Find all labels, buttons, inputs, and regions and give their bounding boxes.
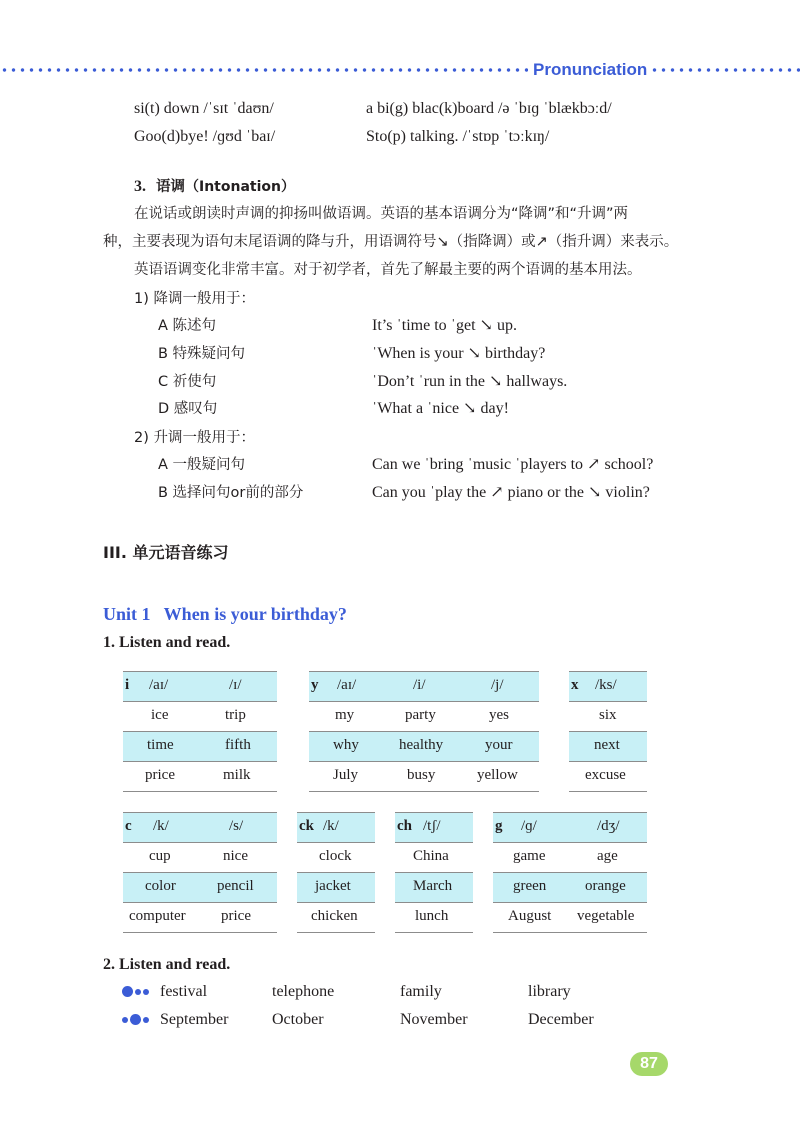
word: March (413, 878, 453, 894)
word: computer (129, 908, 186, 924)
table-row (297, 903, 375, 933)
rising-item-cn: A 一般疑问句 (158, 457, 246, 473)
word-library: library (528, 983, 571, 1000)
table-row (297, 873, 375, 903)
word: clock (319, 848, 352, 864)
word-october: October (272, 1011, 324, 1028)
table-row (309, 762, 539, 792)
word: time (147, 737, 174, 753)
word: price (145, 767, 175, 783)
word: why (333, 737, 359, 753)
word: trip (225, 707, 246, 723)
word: orange (585, 878, 626, 894)
letter: g (495, 818, 503, 834)
section-title: III. 单元语音练习 (103, 543, 229, 562)
phoneme: /dʒ/ (597, 818, 620, 834)
word: July (333, 767, 359, 783)
table-row (123, 702, 277, 732)
table-header-row (493, 813, 647, 843)
word: next (594, 737, 620, 753)
phoneme: /j/ (491, 677, 504, 693)
word: six (599, 707, 617, 723)
table-row (395, 903, 473, 933)
letter: c (125, 818, 132, 834)
word: yes (489, 707, 509, 723)
table-header-row (569, 672, 647, 702)
intonation-heading-cn: 语调 (156, 179, 185, 195)
word: nice (223, 848, 248, 864)
word: fifth (225, 737, 251, 753)
header-dots-left (0, 66, 528, 74)
liaison-b2: Sto(p) talking. /ˈstɒp ˈtɔːkɪŋ/ (366, 128, 550, 145)
rising-item-en: Can we ˈbring ˈmusic ˈplayers to ↗ school? (372, 456, 654, 473)
liaison-a2: a bi(g) blac(k)board /ə ˈbɪɡ ˈblækbɔːd/ (366, 100, 612, 117)
word: lunch (415, 908, 449, 924)
phoneme: /aɪ/ (337, 677, 357, 693)
word: chicken (311, 908, 358, 924)
word: pencil (217, 878, 254, 894)
unstressed-dot-icon (143, 1017, 149, 1023)
table-row (309, 702, 539, 732)
word: excuse (585, 767, 626, 783)
unstressed-dot-icon (135, 989, 141, 995)
phonics-table-c (123, 812, 277, 933)
phoneme: /i/ (413, 677, 426, 693)
table-row (123, 762, 277, 792)
phoneme: /aɪ/ (149, 677, 169, 693)
word: August (508, 908, 552, 924)
table-row (123, 732, 277, 762)
exercise-2-title: 2. Listen and read. (103, 956, 231, 973)
rising-item-cn: B 选择问句or前的部分 (158, 485, 304, 501)
table-header-row (123, 813, 277, 843)
page-number: 87 (630, 1052, 668, 1076)
word: jacket (315, 878, 351, 894)
phoneme: /ɡ/ (521, 818, 537, 834)
word: price (221, 908, 251, 924)
table-header-row (123, 672, 277, 702)
table-header-row (395, 813, 473, 843)
table-row (569, 702, 647, 732)
falling-item-cn: A 陈述句 (158, 318, 217, 334)
word: vegetable (577, 908, 635, 924)
phonics-table-i (123, 671, 277, 792)
intonation-para1-line2: 种，主要表现为语句末尾语调的降与升，用语调符号↘（指降调）或↗（指升调）来表示。 (103, 234, 679, 250)
stress-pattern-icon (122, 986, 149, 997)
word: busy (407, 767, 436, 783)
word: milk (223, 767, 251, 783)
table-row (123, 873, 277, 903)
header-dots-right (650, 66, 800, 74)
stress-dot-icon (130, 1014, 141, 1025)
letter: x (571, 677, 579, 693)
phoneme: /ks/ (595, 677, 617, 693)
liaison-a1: si(t) down /ˈsɪt ˈdaʊn/ (134, 100, 274, 117)
table-row (569, 732, 647, 762)
table-row (123, 843, 277, 873)
word-november: November (400, 1011, 468, 1028)
intonation-para1-line1: 在说话或朗读时声调的抑扬叫做语调。英语的基本语调分为“降调”和“升调”两 (134, 206, 629, 222)
table-row (395, 873, 473, 903)
falling-item-en: ˈWhen is your ↘ birthday? (372, 345, 546, 362)
falling-item-cn: C 祈使句 (158, 374, 217, 390)
unstressed-dot-icon (143, 989, 149, 995)
falling-item-en: ˈWhat a ˈnice ↘ day! (372, 400, 509, 417)
falling-item-en: It’s ˈtime to ˈget ↘ up. (372, 317, 517, 334)
word: green (513, 878, 547, 894)
phoneme: /ɪ/ (229, 677, 242, 693)
stress-pattern-icon (122, 1014, 149, 1025)
word: game (513, 848, 546, 864)
word: ice (151, 707, 169, 723)
word: party (405, 707, 436, 723)
phonics-table-ch (395, 812, 473, 933)
phoneme: /s/ (229, 818, 244, 834)
word-family: family (400, 983, 442, 1000)
phonics-table-g (493, 812, 647, 933)
phoneme: /k/ (153, 818, 169, 834)
letter: i (125, 677, 130, 693)
unit-title: Unit 1 When is your birthday? (103, 604, 347, 624)
falling-label: 1) 降调一般用于： (134, 291, 255, 307)
table-header-row (297, 813, 375, 843)
rising-item-en: Can you ˈplay the ↗ piano or the ↘ violin? (372, 484, 650, 501)
table-row (493, 873, 647, 903)
word: my (335, 707, 355, 723)
falling-item-en: ˈDon’t ˈrun in the ↘ hallways. (372, 373, 568, 390)
phonics-table-ck (297, 812, 375, 933)
table-row (309, 732, 539, 762)
phonics-table-y (309, 671, 539, 792)
falling-item-cn: D 感叹句 (158, 401, 218, 417)
table-header-row (309, 672, 539, 702)
rising-label: 2) 升调一般用于： (134, 430, 255, 446)
table-row (395, 843, 473, 873)
letter: ck (299, 818, 314, 834)
intonation-heading (134, 177, 295, 197)
word-september: September (160, 1011, 229, 1028)
word-telephone: telephone (272, 983, 335, 1000)
word: your (485, 737, 513, 753)
word: yellow (477, 767, 518, 783)
word-december: December (528, 1011, 594, 1028)
word-festival: festival (160, 983, 208, 1000)
letter: ch (397, 818, 412, 834)
table-row (493, 903, 647, 933)
word: cup (149, 848, 171, 864)
word: color (145, 878, 176, 894)
table-row (493, 843, 647, 873)
phonics-table-x (569, 671, 647, 792)
table-row (569, 762, 647, 792)
liaison-b1: Goo(d)bye! /ɡʊd ˈbaɪ/ (134, 128, 276, 145)
intonation-heading-num: 3. (134, 178, 146, 195)
header-title: Pronunciation (533, 60, 648, 79)
exercise-1-title: 1. Listen and read. (103, 634, 231, 651)
table-row (297, 843, 375, 873)
word: age (597, 848, 618, 864)
stress-dot-icon (122, 986, 133, 997)
unstressed-dot-icon (122, 1017, 128, 1023)
word: China (413, 848, 449, 864)
intonation-heading-en: （Intonation） (185, 179, 295, 195)
letter: y (311, 677, 319, 693)
falling-item-cn: B 特殊疑问句 (158, 346, 246, 362)
phoneme: /tʃ/ (423, 818, 441, 834)
table-row (123, 903, 277, 933)
intonation-para2: 英语语调变化非常丰富。对于初学者，首先了解最主要的两个语调的基本用法。 (134, 262, 642, 278)
phoneme: /k/ (323, 818, 339, 834)
word: healthy (399, 737, 444, 753)
